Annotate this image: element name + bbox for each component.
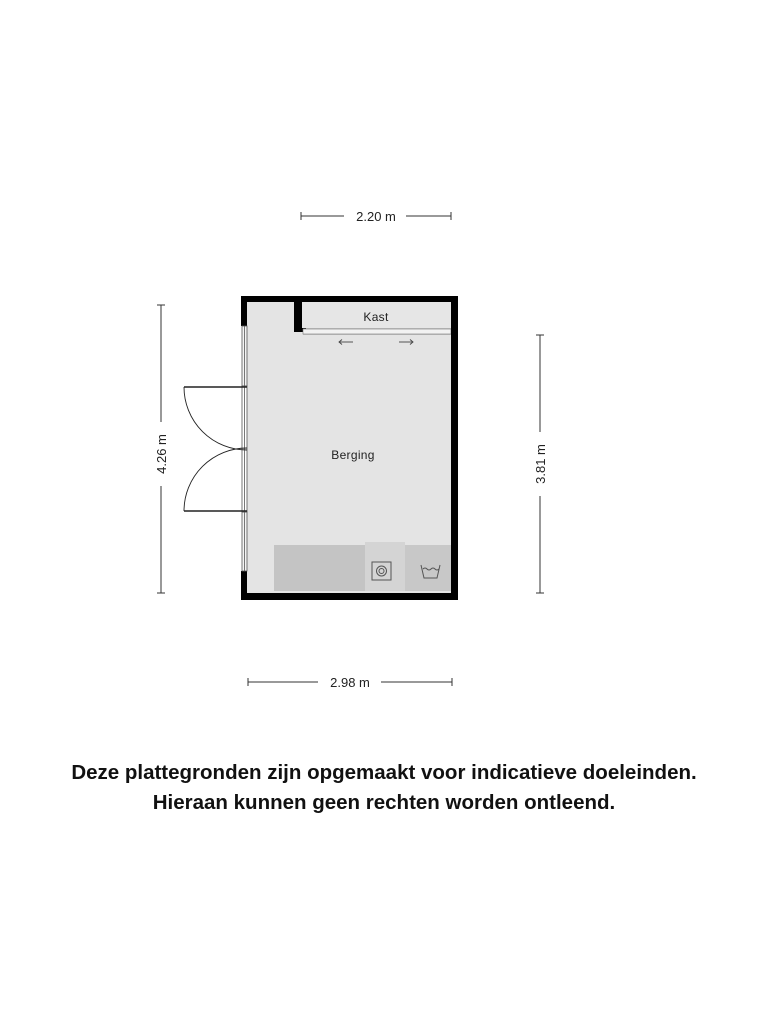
double-door (184, 386, 247, 512)
right-dimension-label: 3.81 m (533, 444, 548, 484)
left-dimension-label: 4.26 m (154, 434, 169, 474)
closet-label: Kast (363, 310, 389, 324)
disclaimer-line-1: Deze plattegronden zijn opgemaakt voor indicatieve doeleinden. (71, 761, 697, 784)
disclaimer-line-2: Hieraan kunnen geen rechten worden ontleend. (152, 791, 616, 814)
bottom-dimension-label: 2.98 m (330, 675, 370, 690)
room-label-berging: Berging (331, 448, 375, 462)
utility-counter (274, 542, 451, 591)
top-dimension-label: 2.20 m (356, 209, 396, 224)
